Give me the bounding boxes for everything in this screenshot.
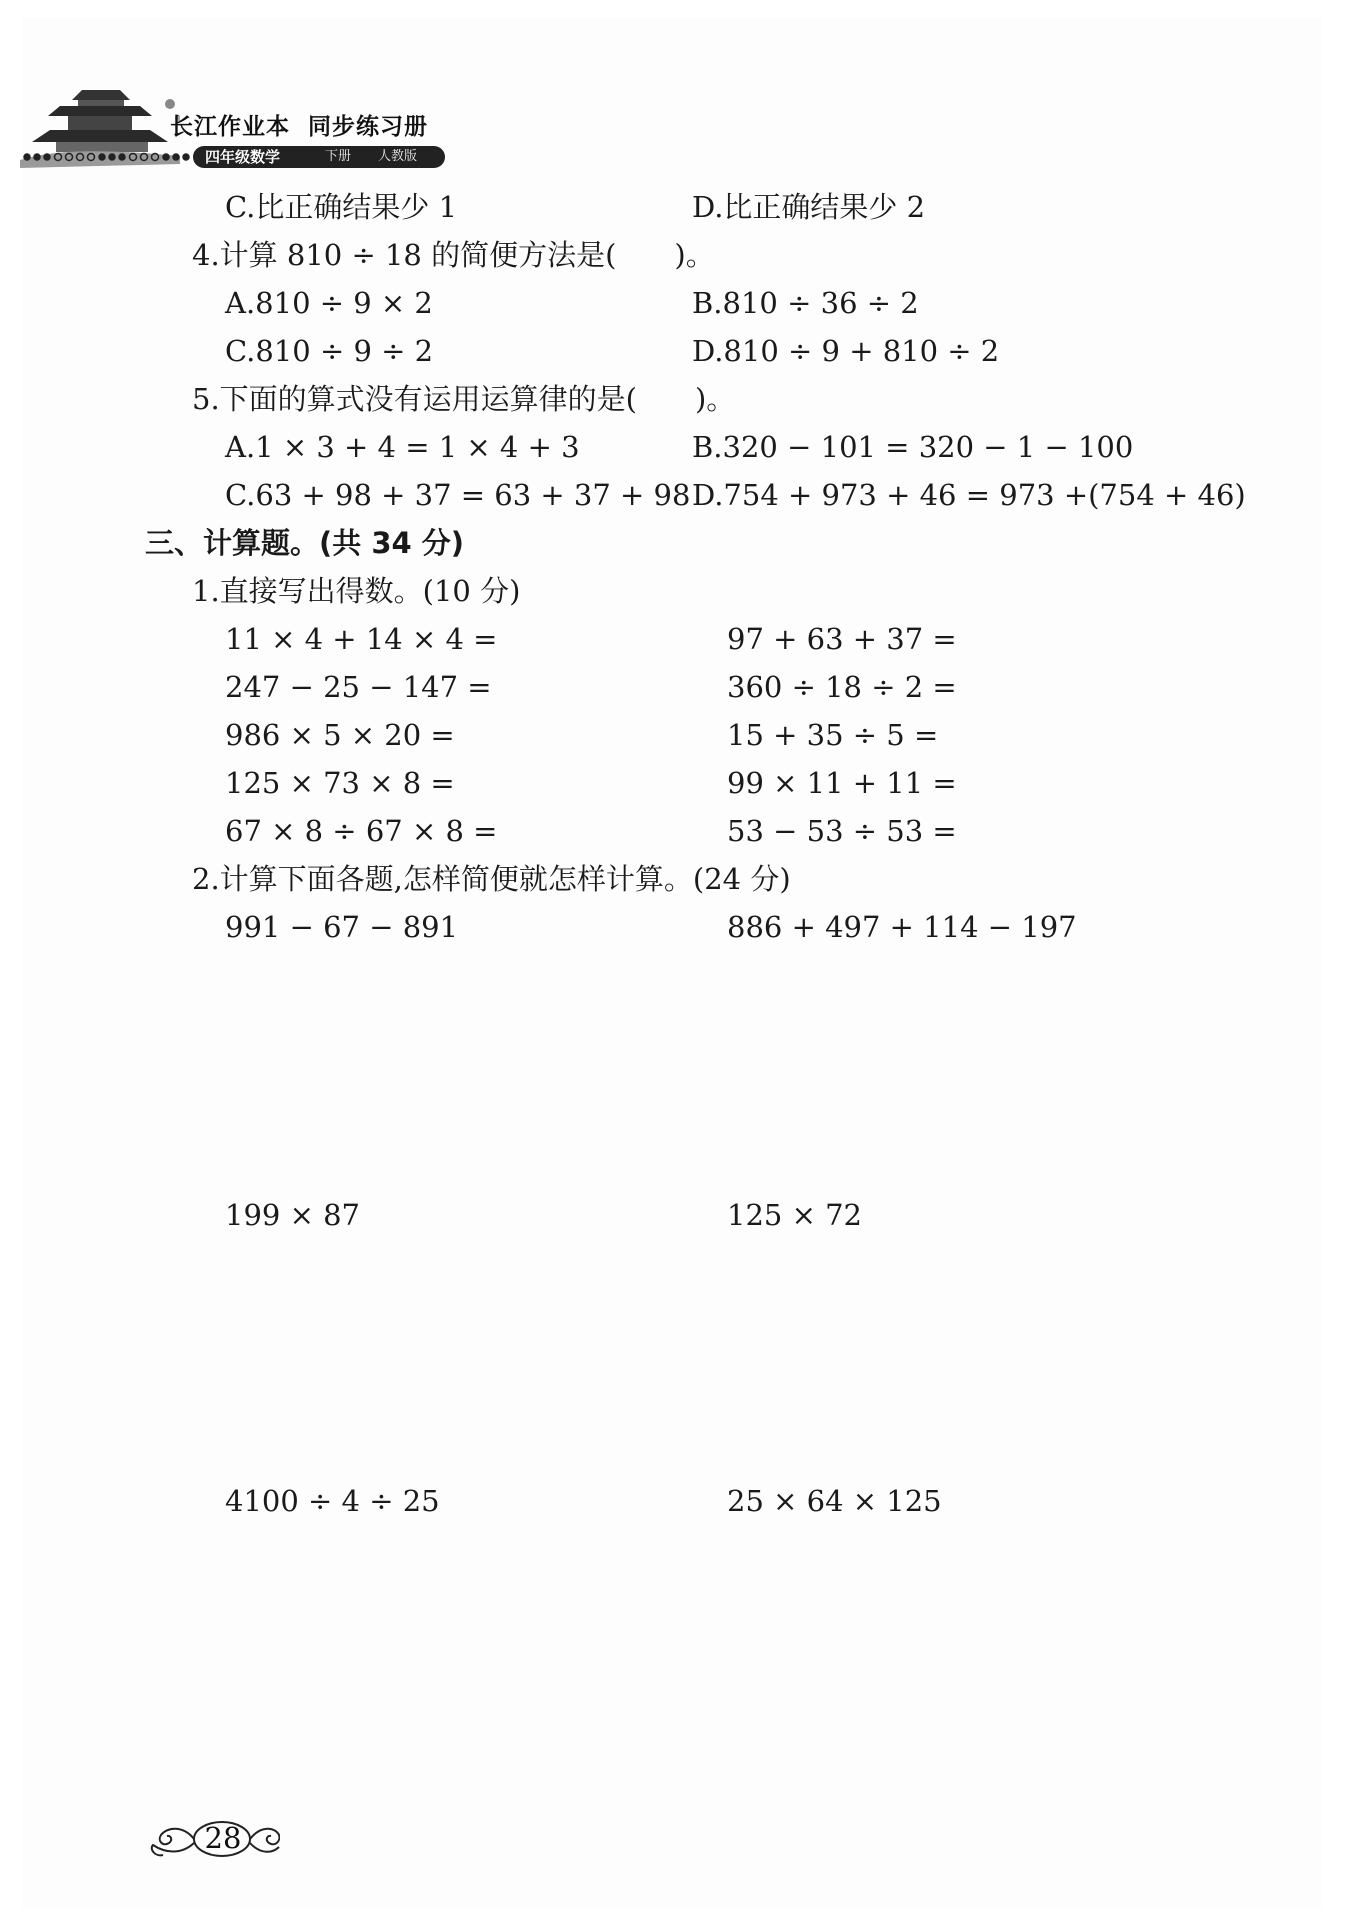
q4-option-d: D.810 ÷ 9 + 810 ÷ 2 [692,334,1000,368]
dots-decoration-icon [22,150,192,164]
series-name: 长江作业本 [170,114,290,140]
q5-stem: 5.下面的算式没有运用运算律的是( )。 [192,382,736,416]
q5-option-c: C.63 + 98 + 37 = 63 + 37 + 98 [225,478,691,512]
q5-option-d: D.754 + 973 + 46 = 973 +(754 + 46) [692,478,1246,512]
calc-item-1: 991 − 67 − 891 [225,910,459,944]
volume-label: 下册 [325,149,352,164]
calc-item-4: 125 × 72 [727,1198,862,1232]
part-1-title: 1.直接写出得数。(10 分) [192,574,521,608]
q5-option-a: A.1 × 3 + 4 = 1 × 4 + 3 [225,430,580,464]
q4-option-a: A.810 ÷ 9 × 2 [225,286,433,320]
workbook-page [22,18,1322,1908]
q4-stem: 4.计算 810 ÷ 18 的简便方法是( )。 [192,238,715,272]
oral-calc-right-5: 53 − 53 ÷ 53 = [727,814,957,848]
q5-option-b: B.320 − 101 = 320 − 1 − 100 [692,430,1134,464]
oral-calc-right-3: 15 + 35 ÷ 5 = [727,718,939,752]
brand-title [170,108,428,141]
oral-calc-right-4: 99 × 11 + 11 = [727,766,957,800]
oral-calc-left-4: 125 × 73 × 8 = [225,766,455,800]
q3-option-d: D.比正确结果少 2 [692,190,926,224]
q3-option-c: C.比正确结果少 1 [225,190,458,224]
calc-item-3: 199 × 87 [225,1198,360,1232]
oral-calc-left-1: 11 × 4 + 14 × 4 = [225,622,498,656]
oral-calc-left-2: 247 − 25 − 147 = [225,670,492,704]
part-2-title: 2.计算下面各题,怎样简便就怎样计算。(24 分) [192,862,791,896]
calc-item-5: 4100 ÷ 4 ÷ 25 [225,1484,440,1518]
calc-item-2: 886 + 497 + 114 − 197 [727,910,1077,944]
page-number-ornament [145,1815,280,1865]
q4-option-c: C.810 ÷ 9 ÷ 2 [225,334,434,368]
oral-calc-left-5: 67 × 8 ÷ 67 × 8 = [225,814,498,848]
oral-calc-right-2: 360 ÷ 18 ÷ 2 = [727,670,957,704]
page-number: 28 [204,1821,242,1855]
book-name: 同步练习册 [308,114,428,140]
grade-subject: 四年级数学 [205,148,281,166]
oral-calc-left-3: 986 × 5 × 20 = [225,718,455,752]
q4-option-b: B.810 ÷ 36 ÷ 2 [692,286,919,320]
edition-label: 人教版 [378,149,418,164]
calc-item-6: 25 × 64 × 125 [727,1484,942,1518]
oral-calc-right-1: 97 + 63 + 37 = [727,622,957,656]
section-3-title: 三、计算题。(共 34 分) [145,526,465,560]
